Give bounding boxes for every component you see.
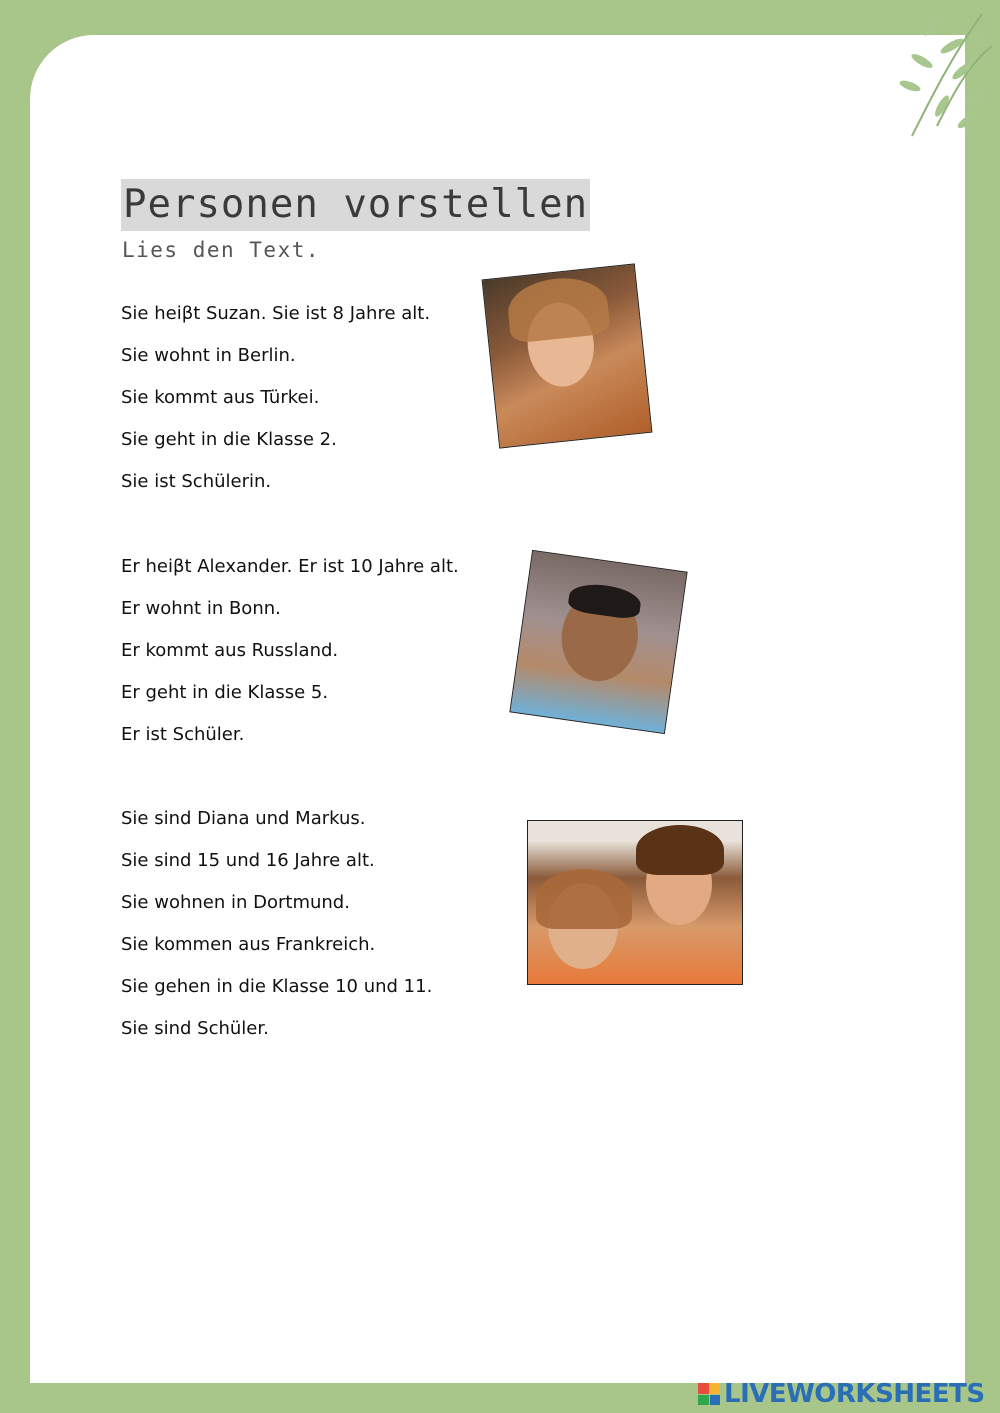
text-line: Sie kommt aus Türkei. — [121, 387, 320, 408]
girl-hair — [536, 869, 632, 929]
liveworksheets-logo — [698, 1379, 985, 1409]
logo-mark-icon — [698, 1383, 720, 1405]
text-line: Sie sind Diana und Markus. — [121, 808, 366, 829]
boy-hair — [636, 825, 724, 875]
text-line: Sie sind Schüler. — [121, 1018, 269, 1039]
text-line: Er kommt aus Russland. — [121, 640, 339, 661]
text-line: Sie geht in die Klasse 2. — [121, 429, 337, 450]
text-line: Er heiβt Alexander. Er ist 10 Jahre alt. — [121, 556, 459, 577]
person-text-block — [121, 300, 430, 510]
text-line: Er ist Schüler. — [121, 724, 245, 745]
person-text-block — [121, 805, 432, 1057]
girl-photo — [482, 263, 653, 448]
text-line: Sie wohnen in Dortmund. — [121, 892, 350, 913]
girl-hair — [505, 274, 611, 344]
page-title: Personen vorstellen — [121, 179, 590, 231]
couple-photo — [527, 820, 743, 985]
instruction-text: Lies den Text. — [122, 238, 321, 262]
text-line: Sie heiβt Suzan. Sie ist 8 Jahre alt. — [121, 303, 431, 324]
text-line: Sie gehen in die Klasse 10 und 11. — [121, 976, 433, 997]
text-line: Er wohnt in Bonn. — [121, 598, 281, 619]
text-line: Sie sind 15 und 16 Jahre alt. — [121, 850, 375, 871]
leaf-branch-decoration — [892, 6, 996, 146]
text-line: Sie kommen aus Frankreich. — [121, 934, 376, 955]
text-line: Er geht in die Klasse 5. — [121, 682, 329, 703]
brand-name: LIVEWORKSHEETS — [724, 1379, 985, 1409]
text-line: Sie wohnt in Berlin. — [121, 345, 296, 366]
person-text-block — [121, 553, 459, 763]
boy-photo — [509, 550, 687, 734]
text-line: Sie ist Schülerin. — [121, 471, 272, 492]
